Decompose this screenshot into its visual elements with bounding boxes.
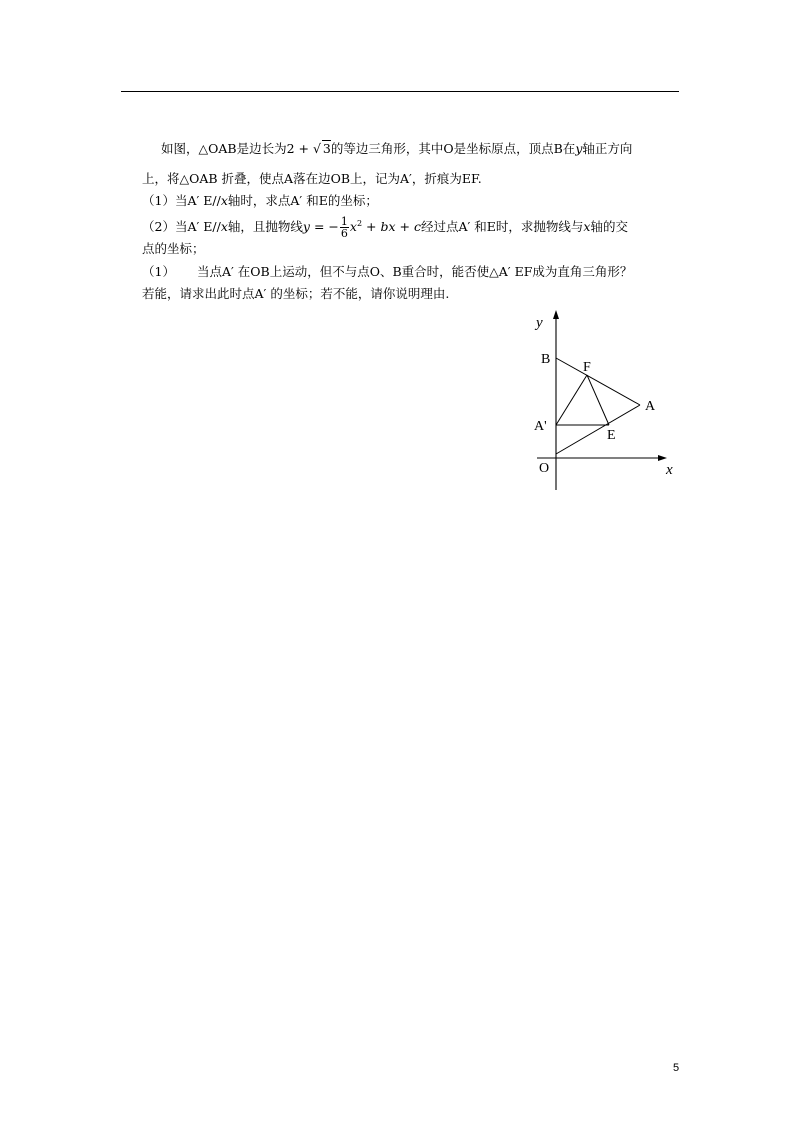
text-segment: （2）当A′ E// xyxy=(142,219,221,235)
y-axis-arrow xyxy=(553,310,559,319)
side-length-expression: 2 + √ 3 xyxy=(286,141,331,156)
point-B-label: B xyxy=(541,352,551,367)
problem-line-7: 若能，请求出此时点A′ 的坐标；若不能，请你说明理由. xyxy=(142,286,450,301)
text-segment: 当点A′ 在OB上运动，但不与点O、B重合时，能否使△A′ EF成为直角三角形？ xyxy=(196,264,633,279)
eq-sign: = − xyxy=(309,219,339,235)
expr-part: 2 + xyxy=(286,141,313,156)
math-variable: y xyxy=(575,141,583,156)
text-segment: 轴，且抛物线 xyxy=(227,219,303,235)
problem-line-5: 点的坐标； xyxy=(142,241,205,256)
page-number: 5 xyxy=(673,1062,680,1074)
text-segment: 如图，△OAB是边长为 xyxy=(161,141,287,156)
problem-line-1 xyxy=(161,140,632,157)
text-segment: 经过点A′ 和E时，求抛物线与 xyxy=(420,219,584,235)
fraction-numerator: 1 xyxy=(340,215,348,229)
point-E-label: E xyxy=(607,428,616,443)
sqrt-radicand: 3 xyxy=(322,141,331,156)
eq-x: x xyxy=(349,219,357,235)
eq-rest: + bx + c xyxy=(362,219,421,235)
x-axis-arrow xyxy=(658,455,667,461)
parabola-equation xyxy=(302,215,421,241)
math-variable: x xyxy=(583,219,591,235)
point-A-label: A xyxy=(645,399,656,414)
segment-OA xyxy=(556,405,640,454)
problem-line-2: 上，将△OAB 折叠，使点A落在边OB上，记为A′，折痕为EF. xyxy=(142,171,482,186)
math-variable: x xyxy=(220,219,228,235)
origin-label: O xyxy=(539,461,550,476)
text-segment: 轴正方向 xyxy=(582,141,633,156)
eq-y: y xyxy=(302,219,310,235)
text-segment: 轴的交 xyxy=(590,219,628,235)
problem-line-6 xyxy=(142,264,632,280)
segment-BA xyxy=(556,358,640,405)
point-A-prime-label: A' xyxy=(534,419,547,434)
text-segment: （1） xyxy=(142,264,175,279)
geometry-figure xyxy=(525,310,685,495)
eq-exponent: 2 xyxy=(356,219,363,228)
header-rule xyxy=(121,91,679,92)
problem-line-3 xyxy=(142,193,378,209)
point-F-label: F xyxy=(583,360,591,375)
text-segment: （1）当A′ E// xyxy=(142,193,221,208)
fraction-denominator: 6 xyxy=(340,227,348,241)
text-segment: 的等边三角形，其中O是坐标原点，顶点B在 xyxy=(330,141,576,156)
fraction xyxy=(340,216,349,239)
segment-AprimeF xyxy=(556,375,587,425)
text-segment: 轴时，求点A′ 和E的坐标； xyxy=(227,193,378,208)
math-variable: x xyxy=(220,193,228,208)
problem-line-4 xyxy=(142,216,628,239)
x-axis-label: x xyxy=(666,462,673,478)
fold-line-EF xyxy=(587,375,609,425)
y-axis-label: y xyxy=(536,315,543,331)
